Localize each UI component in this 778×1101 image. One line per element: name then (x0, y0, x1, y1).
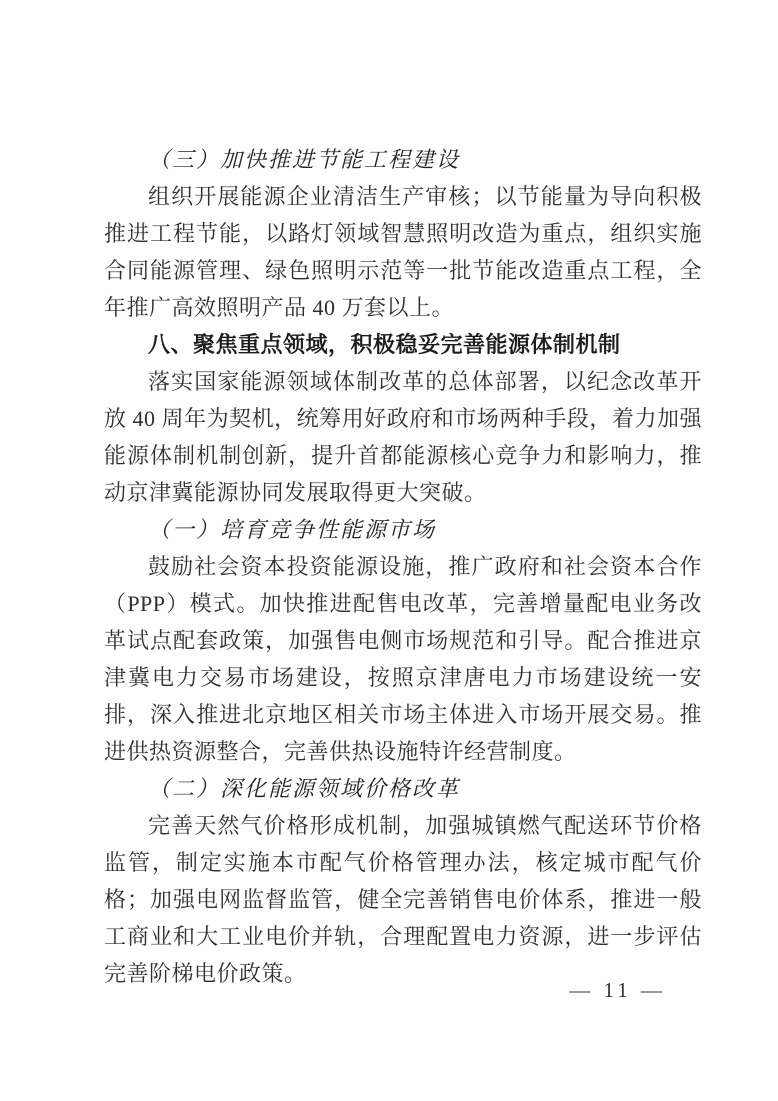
paragraph-competitive-energy-market: 鼓励社会资本投资能源设施，推广政府和社会资本合作（PPP）模式。加快推进配售电改革，完善增量配电业务改革试点配套政策，加强售电侧市场规范和引导。配合推进京津冀电力交易市场建设，按照京津唐电力市场建设统一安排，深入推进北京地区相关市场主体进入市场开展交易。推进供热资源整合，完善供热设施特许经营制度。 (104, 554, 702, 764)
subsection-heading-price-reform: （二）深化能源领域价格改革 (148, 776, 461, 801)
paragraph-price-reform: 完善天然气价格形成机制，加强城镇燃气配送环节价格监管，制定实施本市配气价格管理办法，核定城市配气价格；加强电网监督监管，健全完善销售电价体系，推进一般工商业和大工业电价并轨，合理配置电力资源，进一步评估完善阶梯电价政策。 (104, 813, 702, 986)
section-heading-eight-institutional-reform: 八、聚焦重点领域，积极稳妥完善能源体制机制 (148, 332, 621, 357)
subsection-heading-energy-saving-projects: （三）加快推进节能工程建设 (148, 147, 461, 172)
page-number: — 11 — (569, 978, 666, 1002)
paragraph-energy-saving-projects: 组织开展能源企业清洁生产审核；以节能量为导向积极推进工程节能，以路灯领域智慧照明改造为重点，组织实施合同能源管理、绿色照明示范等一批节能改造重点工程，全年推广高效照明产品 40 万套以上。 (104, 184, 702, 320)
subsection-heading-competitive-energy-market: （一）培育竞争性能源市场 (148, 517, 437, 542)
paragraph-institutional-reform-overview: 落实国家能源领域体制改革的总体部署，以纪念改革开放 40 周年为契机，统筹用好政府和市场两种手段，着力加强能源体制机制创新，提升首都能源核心竞争力和影响力，推动京津冀能源协同发展取得更大突破。 (104, 369, 702, 505)
document-body (104, 141, 702, 992)
